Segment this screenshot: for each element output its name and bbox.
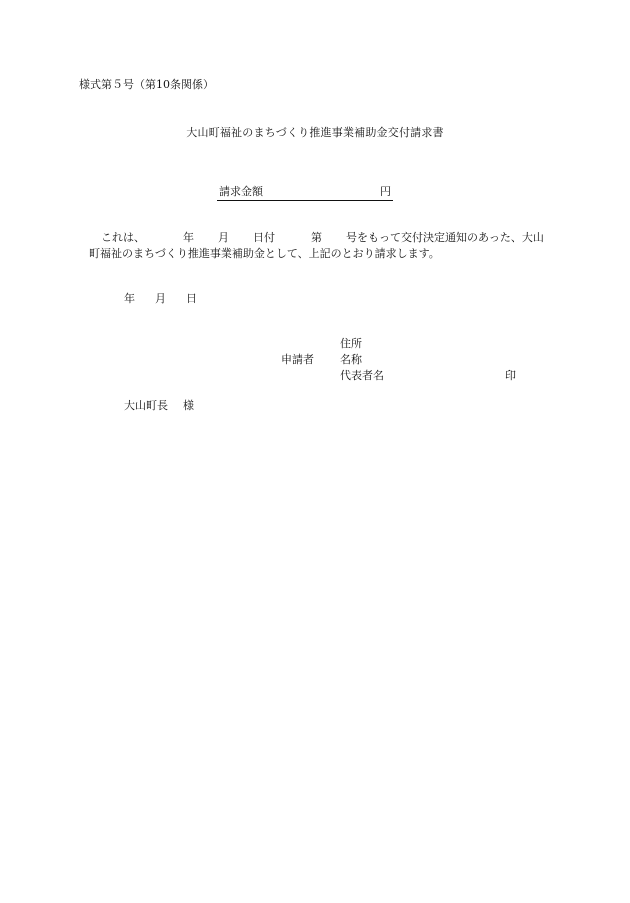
statement-line-1 [89,230,551,246]
name-label: 名称 [340,353,362,366]
representative-label: 代表者名 [340,369,384,382]
address-label: 住所 [340,337,362,350]
amount-field [217,185,393,201]
addressee-honorific: 様 [183,399,194,412]
statement-year: 年 [183,231,194,244]
amount-unit: 円 [380,185,391,198]
seal-mark: 印 [505,369,516,382]
date-day: 日 [186,292,197,305]
date-year: 年 [124,292,135,305]
statement-line-1-tail: 号をもって交付決定通知のあった、大山 [346,231,544,244]
amount-label: 請求金額 [219,185,263,198]
applicant-role: 申請者 [281,353,314,366]
date-month: 月 [155,292,166,305]
statement-lead: これは、 [101,231,145,244]
statement-day-ref: 日付 [253,231,275,244]
statement-line-2: 町福祉のまちづくり推進事業補助金として、上記のとおり請求します。 [89,247,440,260]
document-title: 大山町福祉のまちづくり推進事業補助金交付請求書 [186,126,444,139]
request-date [124,292,217,306]
form-number: 様式第５号（第10条関係） [79,78,214,91]
addressee-name: 大山町長 [124,399,168,412]
statement-number-prefix: 第 [311,231,322,244]
statement-month: 月 [218,231,229,244]
request-statement [89,230,551,262]
